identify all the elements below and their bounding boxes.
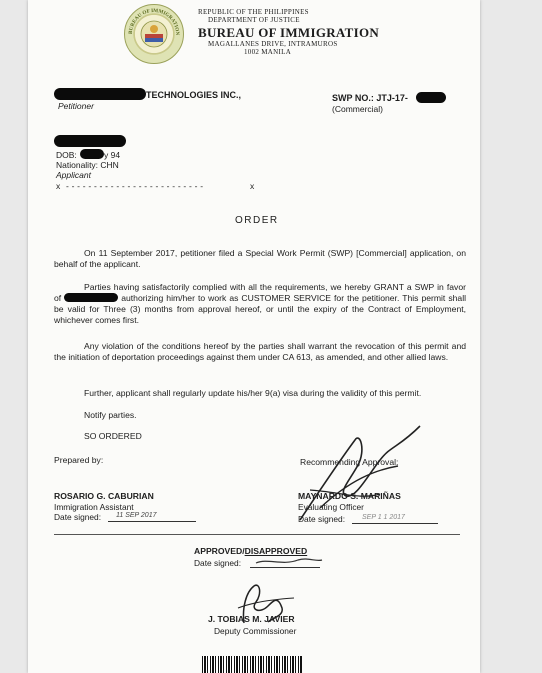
deputy-commissioner-title: Deputy Commissioner [214, 626, 297, 636]
disapproved-label: DISAPPROVED [244, 546, 308, 556]
recommending-signature-icon [280, 420, 430, 530]
beneficiary-redaction [64, 293, 118, 302]
barcode-icon [202, 656, 302, 673]
paragraph-visa-update: Further, applicant shall regularly update his/her 9(a) visa during the validity of this permit. [84, 388, 422, 398]
deputy-commissioner-name: J. TOBIAS M. JAVIER [208, 614, 295, 624]
applicant-dob-label: DOB: [56, 150, 77, 160]
recommending-label: Recommending Approval: [300, 457, 399, 467]
header-city: 1002 MANILA [244, 48, 292, 56]
document-page [28, 0, 480, 673]
paragraph-violation: Any violation of the conditions hereof by the parties shall warrant the revocation of this permit and the initiation of deportation proceedings against them under CA 613, as amended, and other allied laws. [54, 341, 466, 362]
petitioner-redaction [54, 88, 146, 100]
prepared-by-date-value: 11 SEP 2017 [108, 512, 196, 522]
approved-label: APPROVED/ [194, 546, 245, 556]
recommending-name: MAYNARDO S. MARIÑAS [298, 491, 401, 501]
applicant-label: Applicant [56, 170, 91, 180]
prepared-by-name: ROSARIO G. CABURIAN [54, 491, 154, 501]
header-department: DEPARTMENT OF JUSTICE [208, 16, 300, 24]
prepared-by-title: Immigration Assistant [54, 502, 134, 512]
petitioner-label: Petitioner [58, 101, 94, 111]
prepared-by-label: Prepared by: [54, 455, 104, 465]
seal-graphic [125, 5, 183, 63]
notify-parties: Notify parties. [84, 410, 137, 420]
paragraph-grant-rest: authorizing him/her to work as CUSTOMER SERVICE for the petitioner. This permit shall be valid for Three (3) months from approval hereof, or until the expiry of the Contract of Employment, whichever comes first. [54, 293, 467, 325]
paragraph-grant-start: Parties having satisfactorily complied with all the requirements, we hereby GRANT a SWP in favor of [54, 282, 466, 303]
seal-ring-text: BUREAU OF IMMIGRATION [127, 7, 181, 36]
applicant-separator-right: x [250, 181, 255, 191]
approval-divider [54, 534, 460, 535]
order-title: ORDER [235, 215, 279, 226]
applicant-nationality: Nationality: CHN [56, 160, 119, 170]
prepared-by-date-label: Date signed: [54, 512, 102, 522]
swp-number-redaction [416, 92, 446, 103]
recommending-date-label: Date signed: [298, 514, 346, 524]
paragraph-grant [54, 282, 466, 326]
applicant-separator-left: x [56, 181, 61, 191]
approval-date-label: Date signed: [194, 558, 242, 568]
approval-date-scribble-icon [254, 554, 324, 568]
header-republic: REPUBLIC OF THE PHILIPPINES [198, 8, 309, 16]
recommending-date-value: SEP 1 1 2017 [352, 514, 438, 524]
so-ordered: SO ORDERED [84, 431, 142, 441]
header-bureau: BUREAU OF IMMIGRATION [198, 25, 380, 40]
paragraph-filing: On 11 September 2017, petitioner filed a Special Work Permit (SWP) [Commercial] application, on behalf of the applicant. [54, 248, 466, 269]
swp-number-label: SWP NO.: JTJ-17- [332, 93, 408, 103]
swp-type: (Commercial) [332, 104, 383, 114]
petitioner-name: TECHNOLOGIES INC., [146, 90, 242, 100]
recommending-title: Evaluating Officer [298, 502, 364, 512]
bureau-seal-icon [124, 4, 184, 64]
applicant-separator-dashes: - - - - - - - - - - - - - - - - - - - - - - - - - [66, 181, 204, 191]
applicant-dob-redaction [80, 149, 104, 159]
applicant-dob-suffix: y 94 [104, 150, 121, 160]
header-address: MAGALLANES DRIVE, INTRAMUROS [208, 40, 338, 48]
applicant-name-redaction [54, 135, 126, 147]
